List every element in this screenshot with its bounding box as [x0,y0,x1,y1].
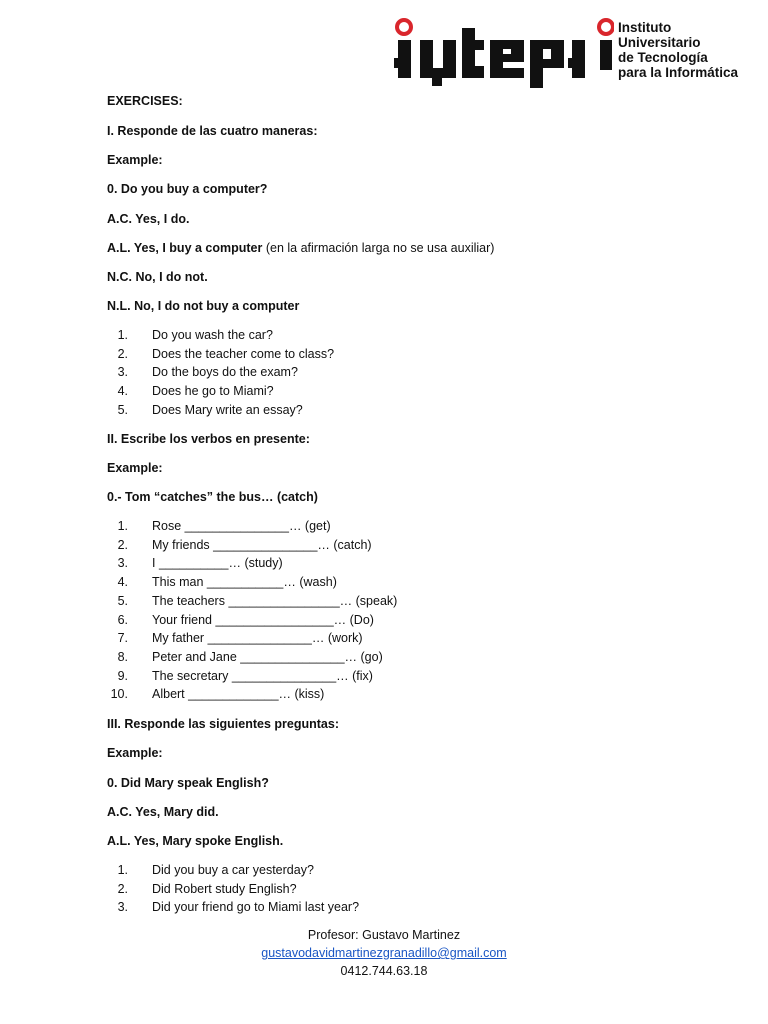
section-3-long-affirmative: A.L. Yes, Mary spoke English. [107,834,284,848]
item-verb-hint: … (work) [311,631,363,646]
fill-in-item [107,630,363,648]
institute-name-line: para la Informática [618,65,739,80]
answer-blank: _____________ [188,687,279,702]
item-number: 8. [117,649,128,664]
institute-name [618,20,738,80]
fill-in-item [107,649,383,667]
item-number: 1. [117,863,128,877]
item-verb-hint: … (go) [344,649,383,664]
item-number: 4. [117,384,128,399]
item-subject: This man [152,575,207,590]
item-verb-hint: … (fix) [336,668,373,683]
fill-in-item [107,612,374,630]
item-text: Did you buy a car yesterday? [152,863,314,877]
list-item [107,383,274,401]
item-number: 4. [117,575,128,590]
list-item [107,346,335,364]
section-1-short-negative: N.C. No, I do not. [107,270,208,284]
answer-blank: _________________ [215,612,334,627]
answer-blank: _______________ [207,631,312,646]
fill-in-item [107,593,398,611]
professor-name: Profesor: Gustavo Martinez [307,928,461,942]
item-subject: Peter and Jane [152,649,241,664]
item-subject: The secretary [152,668,232,683]
section-1-example-label: Example: [107,153,163,167]
item-subject: Your friend [152,612,216,627]
section-1-long-negative: N.L. No, I do not buy a computer [107,299,300,313]
exercises-heading: EXERCISES: [107,94,183,108]
item-text: Did Robert study English? [152,881,297,896]
section-1-short-affirmative: A.C. Yes, I do. [107,212,190,226]
item-subject: My friends [152,537,214,552]
section-2-example: 0.- Tom “catches” the bus… (catch) [107,490,318,504]
item-subject: Rose [152,519,185,533]
iutepi-logo [392,14,768,90]
answer-blank: ___________ [206,575,284,590]
item-number: 5. [117,402,128,417]
section-3-example-label: Example: [107,746,163,760]
phone-number: 0412.744.63.18 [340,964,428,978]
item-subject: My father [152,631,208,646]
item-verb-hint: … (get) [288,519,331,533]
list-item [107,899,360,917]
item-number: 6. [117,612,128,627]
item-number: 10. [110,687,128,702]
list-item [107,881,297,899]
section-3-title: III. Responde las siguientes preguntas: [107,717,339,731]
item-text: Does the teacher come to class? [152,346,335,361]
fill-in-item [107,555,283,573]
item-verb-hint: … (catch) [317,537,372,552]
answer-blank: _______________ [184,519,289,533]
section-2-title: II. Escribe los verbos en presente: [107,432,310,446]
item-text: Did your friend go to Miami last year? [152,900,360,915]
institute-name-line: Universitario [618,35,701,50]
section-2-example-label: Example: [107,461,163,475]
item-subject: The teachers [152,593,229,608]
item-subject: Albert [152,687,189,702]
item-number: 2. [117,881,128,896]
institute-name-line: Instituto [618,20,672,35]
fill-in-item [107,668,373,686]
item-number: 9. [117,668,128,683]
list-item [107,327,273,345]
item-number: 3. [117,900,128,915]
page-footer [0,926,768,980]
answer-blank: ________________ [228,593,340,608]
fill-in-item [107,686,325,704]
item-text: Do the boys do the exam? [152,365,298,380]
item-text: Does he go to Miami? [152,384,274,399]
answer-blank: __________ [158,556,229,571]
item-text: Does Mary write an essay? [152,402,303,417]
item-verb-hint: … (kiss) [278,687,325,702]
list-item [107,364,298,382]
fill-in-item [107,574,337,592]
long-affirmative-text: A.L. Yes, I buy a computer [107,241,263,255]
item-text: Do you wash the car? [152,328,273,342]
item-number: 3. [117,365,128,380]
item-verb-hint: … (study) [228,556,283,571]
answer-blank: _______________ [231,668,337,683]
item-number: 5. [117,593,128,608]
email-link[interactable]: gustavodavidmartinezgranadillo@gmail.com [261,946,507,960]
item-number: 2. [117,346,128,361]
item-verb-hint: … (speak) [339,593,398,608]
iutepi-logo-mark [392,14,614,90]
fill-in-item [107,537,372,555]
item-verb-hint: … (Do) [333,612,374,627]
list-item [107,862,314,880]
section-3-short-affirmative: A.C. Yes, Mary did. [107,805,219,819]
section-1-long-affirmative [107,240,494,256]
list-item [107,402,303,420]
institute-name-line: de Tecnología [618,50,708,65]
item-number: 1. [117,328,128,342]
long-affirmative-note: (en la afirmación larga no se usa auxiliar) [262,241,495,255]
item-number: 1. [117,519,128,533]
fill-in-item [107,518,331,536]
section-1-title: I. Responde de las cuatro maneras: [107,124,318,138]
item-number: 3. [117,556,128,571]
item-number: 7. [117,631,128,646]
answer-blank: _______________ [240,649,345,664]
answer-blank: _______________ [213,537,318,552]
item-verb-hint: … (wash) [283,575,337,590]
item-number: 2. [117,537,128,552]
item-subject: I [152,556,159,571]
section-1-example-question: 0. Do you buy a computer? [107,182,268,196]
section-3-example-question: 0. Did Mary speak English? [107,776,269,790]
